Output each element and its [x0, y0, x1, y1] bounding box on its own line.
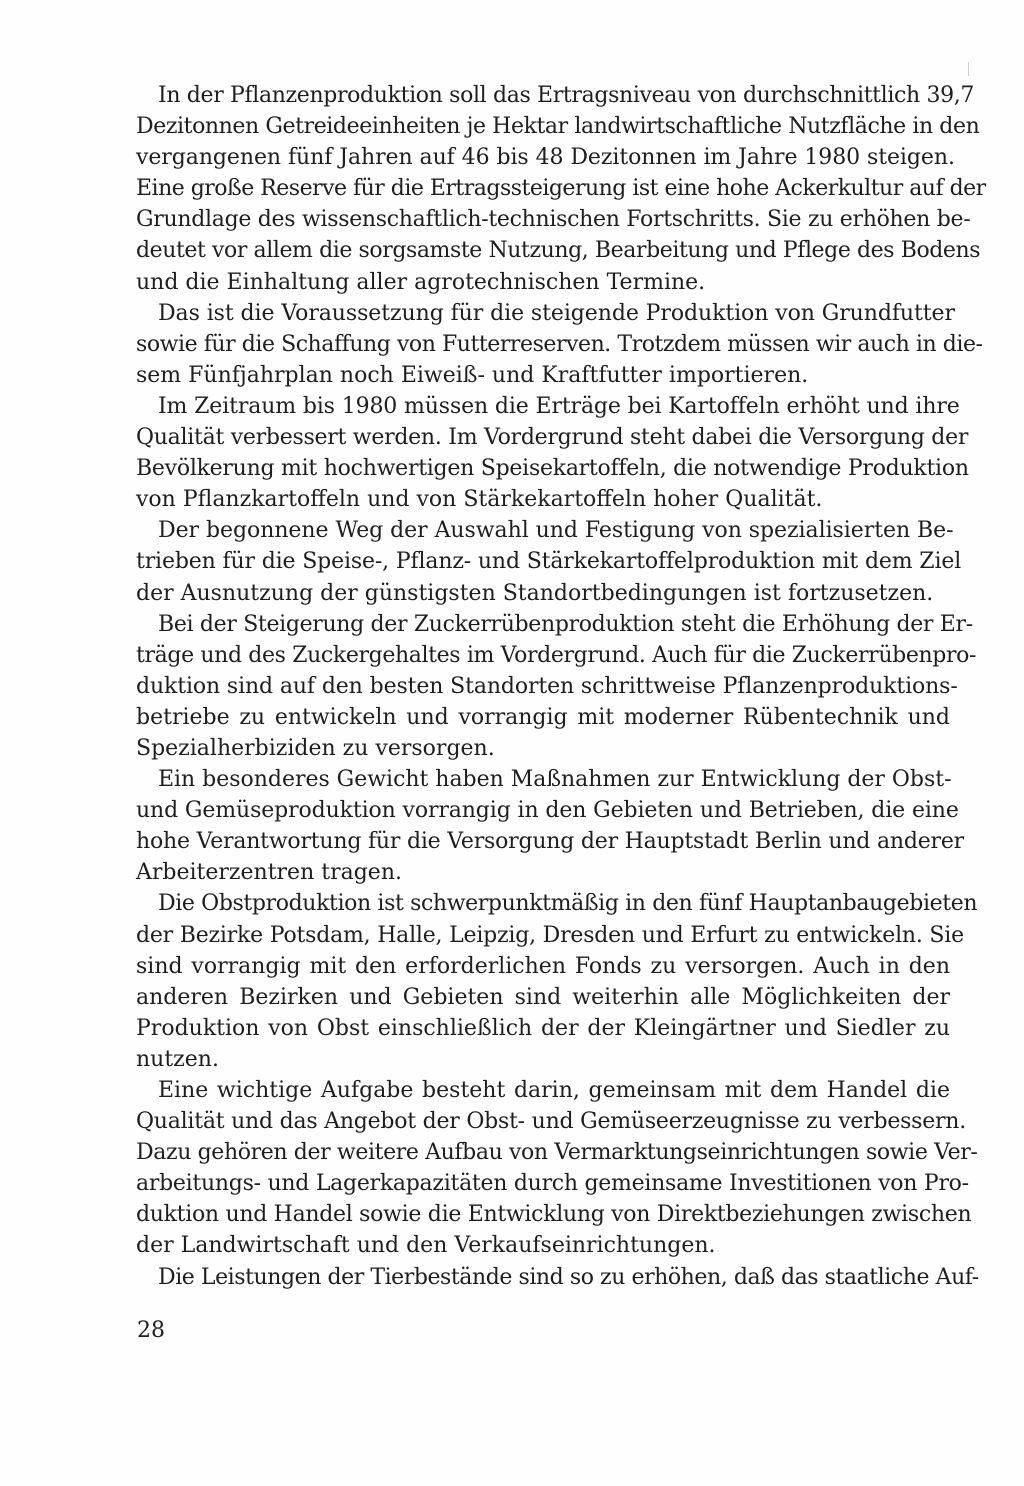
text-line: Spezialherbiziden zu versorgen. [136, 735, 495, 761]
text-line: Eine wichtige Aufgabe besteht darin, gemeinsam mit dem Handel die [158, 1078, 950, 1103]
text-line: Im Zeitraum bis 1980 müssen die Erträge bei Kartoffeln erhöht und ihre [158, 393, 960, 419]
text-line: Grundlage des wissenschaftlich-technischen Fortschritts. Sie zu erhöhen be- [136, 207, 971, 233]
text-line: Ein besonderes Gewicht haben Maßnahmen zur Entwicklung der Obst- [158, 767, 952, 793]
text-line: betriebe zu entwickeln und vorrangig mit moderner Rübentechnik und [136, 704, 950, 730]
text-line: duktion sind auf den besten Standorten schrittweise Pflanzenproduktions- [136, 673, 958, 699]
paragraph [136, 1075, 978, 1262]
text-line: Qualität und das Angebot der Obst- und Gemüseerzeugnisse zu verbessern. [136, 1109, 967, 1135]
text-line: Die Leistungen der Tierbestände sind so zu erhöhen, daß das staatliche Auf- [158, 1264, 979, 1290]
text-line: trieben für die Speise-, Pflanz- und Stärkekartoffelproduktion mit dem Ziel [136, 549, 962, 575]
text-line: anderen Bezirken und Gebieten sind weiterhin alle Möglichkeiten der [136, 984, 950, 1010]
text-line: und die Einhaltung aller agrotechnischen Termine. [136, 269, 706, 295]
page-number: 28 [137, 1318, 165, 1343]
text-line: duktion und Handel sowie die Entwicklung von Direktbeziehungen zwischen [136, 1202, 972, 1228]
text-line: deutet vor allem die sorgsamste Nutzung, Bearbeitung und Pflege des Bodens [136, 238, 981, 264]
paragraph [136, 391, 969, 515]
text-line: nutzen. [136, 1046, 219, 1072]
text-line: sowie für die Schaffung von Futterreserven. Trotzdem müssen wir auch in die- [136, 331, 983, 357]
text-line: Dezitonnen Getreideeinheiten je Hektar landwirtschaftliche Nutzfläche in den [136, 114, 980, 140]
text-line: Arbeiterzentren tragen. [136, 860, 402, 886]
text-line: der Bezirke Potsdam, Halle, Leipzig, Dresden und Erfurt zu entwickeln. Sie [136, 922, 964, 948]
paragraph [136, 1262, 979, 1293]
body-text [136, 80, 986, 1293]
text-line: arbeitungs- und Lagerkapazitäten durch gemeinsame Investitionen von Pro- [136, 1171, 969, 1197]
text-line: Qualität verbessert werden. Im Vordergrund steht dabei die Versorgung der [136, 425, 969, 451]
text-line: Der begonnene Weg der Auswahl und Festigung von spezialisierten Be- [158, 518, 954, 544]
text-line: sind vorrangig mit den erforderlichen Fonds zu versorgen. Auch in den [136, 953, 950, 979]
text-line: der Ausnutzung der günstigsten Standortbedingungen ist fortzusetzen. [136, 580, 934, 606]
paragraph [136, 609, 977, 764]
text-line: von Pflanzkartoffeln und von Stärkekartoffeln hoher Qualität. [136, 487, 823, 513]
text-line: Eine große Reserve für die Ertragssteigerung ist eine hohe Ackerkultur auf der [136, 176, 986, 202]
text-line: träge und des Zuckergehaltes im Vordergrund. Auch für die Zuckerrübenpro- [136, 642, 977, 668]
text-line: Das ist die Voraussetzung für die steigende Produktion von Grundfutter [158, 300, 955, 326]
text-line: der Landwirtschaft und den Verkaufseinrichtungen. [136, 1233, 716, 1259]
paragraph [136, 515, 962, 608]
text-line: Bei der Steigerung der Zuckerrübenproduktion steht die Erhöhung der Er- [158, 611, 973, 637]
text-line: Dazu gehören der weitere Aufbau von Vermarktungseinrichtungen sowie Ver- [136, 1140, 978, 1166]
text-line: Bevölkerung mit hochwertigen Speisekartoffeln, die notwendige Produktion [136, 456, 969, 482]
text-line: In der Pflanzenproduktion soll das Ertragsniveau von durchschnittlich 39,7 [158, 83, 975, 108]
text-line: Produktion von Obst einschließlich der der Kleingärtner und Siedler zu [136, 1015, 950, 1041]
text-line: und Gemüseproduktion vorrangig in den Gebieten und Betrieben, die eine [136, 798, 959, 824]
paragraph [136, 888, 978, 1075]
text-line: hohe Verantwortung für die Versorgung der Hauptstadt Berlin und anderer [136, 829, 964, 855]
paragraph [136, 298, 983, 391]
paragraph [136, 80, 986, 298]
page-edge-mark [968, 62, 969, 76]
text-line: vergangenen fünf Jahren auf 46 bis 48 Dezitonnen im Jahre 1980 steigen. [136, 145, 955, 171]
text-line: Die Obstproduktion ist schwerpunktmäßig in den fünf Hauptanbaugebieten [158, 891, 978, 917]
paragraph [136, 764, 964, 888]
text-line: sem Fünfjahrplan noch Eiweiß- und Kraftfutter importieren. [136, 362, 809, 388]
